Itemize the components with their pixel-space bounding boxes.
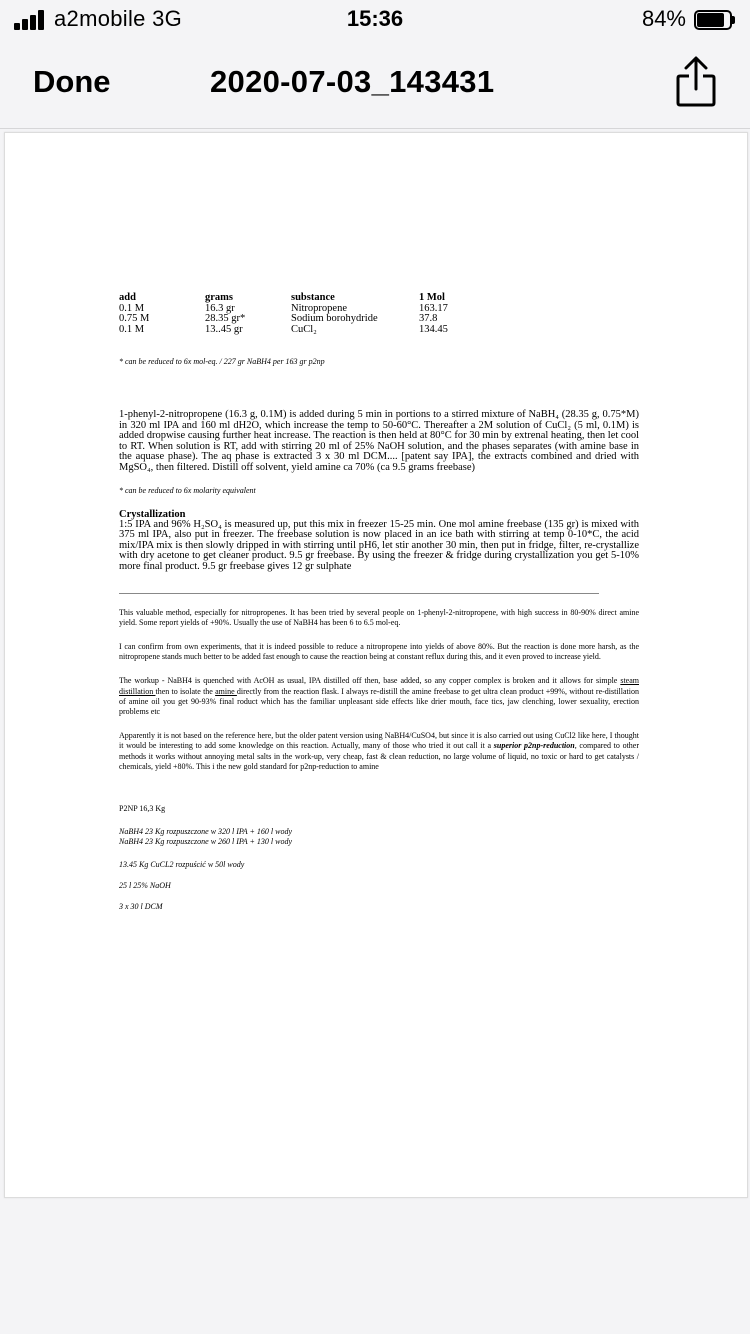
comment-paragraph-1: This valuable method, especially for nitropropenes. It has been tried by several people on 1-phenyl-2-nitropropene, with high success in 80-90% direct amine yield. Some report yields of +90%. Usually the use of NaBH4 has been 6 to 6.5 mol-eq. — [119, 607, 639, 627]
reagent-table — [119, 293, 639, 349]
document-page[interactable] — [4, 132, 748, 1198]
battery-percentage: 84% — [641, 6, 686, 31]
table-column-mol: 1 Mol 163.17 37.8 134.45 — [419, 292, 448, 335]
notes-line-naoh: 25 l 25% NaOH — [119, 880, 171, 890]
comment-paragraph-2: I can confirm from own experiments, that it is indeed possible to reduce a nitropropene into yields of above 80%. But the reaction is done more harsh, as the nitropropene stands much better to be added fast enough to cause the reaction being at constant reflux during this, and it even proved to increase yield. — [119, 641, 639, 662]
battery-icon — [694, 10, 736, 30]
table-column-substance: substance Nitropropene Sodium borohydride CuCl₂ — [291, 292, 378, 335]
table-column-add: add 0.1 M 0.75 M 0.1 M — [119, 292, 150, 335]
crystallization-heading: Crystallization — [119, 508, 186, 520]
procedure-footnote: * can be reduced to 6x molarity equivalent — [119, 485, 256, 495]
crystallization-paragraph: 1:5 IPA and 96% H₂SO₄ is measured up, put this mix in freezer 15-25 min. One mol amine freebase (135 gr) is mixed with 375 ml IPA, also put in freezer. The freebase solution is now placed in an ice bath with stirring at temp 0-10*C, the acid mix/IPA mix is then slowly dripped in with stirring until pH6, let stir another 30 min, then put in fridge, filter, re-crystallize with dry acetone to get cleaner product. 9.5 gr freebase. By using the freezer & fridge during crystallization you get 5-10% more final product. 9.5 gr freebase gives 12 gr sulphate — [119, 518, 639, 572]
document-content — [119, 293, 639, 911]
procedure-paragraph: 1-phenyl-2-nitropropene (16.3 g, 0.1M) is added during 5 min in portions to a stirred mixture of NaBH₄ (28.35 g, 0.75*M) in 320 ml IPA and 160 ml dH2O, which increase the temp to 50-60°C. Thereafter a 2M solution of CuCl₂ (5 ml, 0.1M) is added dropwise causing further heat increase. The reaction is then held at 80°C for 30 min by extrenal heating, then let cool to RT. When solution is RT, add with stirring 20 ml of 25% NaOH solution, and the phases separates (with amine base in the aquase phase). The aq phase is extracted 3 x 30 ml DCM.... [patent say IPA], the extracts combined and dried with MgSO₄, then filtered. Distill off solvent, yield amine ca 70% (ca 9.5 grams freebase) — [119, 409, 639, 473]
table-column-grams: grams 16.3 gr 28.35 gr* 13..45 gr — [205, 292, 246, 335]
steam-distillation-link[interactable]: steam distillation — [119, 676, 639, 696]
share-icon — [674, 55, 718, 109]
notes-line-dcm: 3 x 30 l DCM — [119, 901, 163, 911]
share-button[interactable] — [674, 55, 718, 109]
status-bar — [0, 0, 750, 40]
table-footnote: * can be reduced to 6x mol-eq. / 227 gr NaBH4 per 163 gr p2np — [119, 357, 325, 366]
carrier-label: a2mobile 3G — [54, 6, 183, 31]
document-title: 2020-07-03_143431 — [210, 64, 495, 99]
notes-line-cucl2: 13.45 Kg CuCL2 rozpuścić w 50l wody — [119, 859, 245, 869]
navigation-bar — [0, 40, 750, 129]
status-time: 15:36 — [346, 6, 404, 31]
amine-link[interactable]: amine — [215, 686, 237, 696]
notes-line-1: P2NP 16,3 Kg — [119, 803, 166, 813]
comment-paragraph-4: Apparently it is not based on the reference here, but the older patent version using NaBH4/CuSO4, but since it is also carried out using CuCl2 like here, I thought it would be interesting to add some knowledge on this reaction. Actually, many of those who tried it out call it a superior p2np-reduction, compared to other methods it works without annoying metal salts in the work-up, very cheap, fast & clean reduction, no large volume of liquid, no toxic or hard to get catalysts / chemicals, yield +80%. This i the new gold standard for p2np-reduction to amine — [119, 731, 640, 771]
done-button[interactable]: Done — [33, 64, 111, 99]
notes-block-nabh4: NaBH4 23 Kg rozpuszczone w 320 l IPA + 160 l wody NaBH4 23 Kg rozpuszczone w 260 l IPA + 130 l wody — [119, 826, 293, 847]
comment-paragraph-3: The workup - NaBH4 is quenched with AcOH as usual, IPA distilled off then, base added, so any copper complex is broken and it allows for simple steam distillation then to isolate the amine directly from the reaction flask. I always re-distill the amine freebase to get ultra clean product +99%, without re-distillation of amine oil you get 90-93% final roduct which has the familiar unpleasant side effects like drier mouth, face tics, jaw clenching, lower sexuality, erection problems etc — [119, 676, 640, 716]
cellular-signal-icon — [14, 10, 48, 30]
section-divider — [119, 593, 599, 594]
